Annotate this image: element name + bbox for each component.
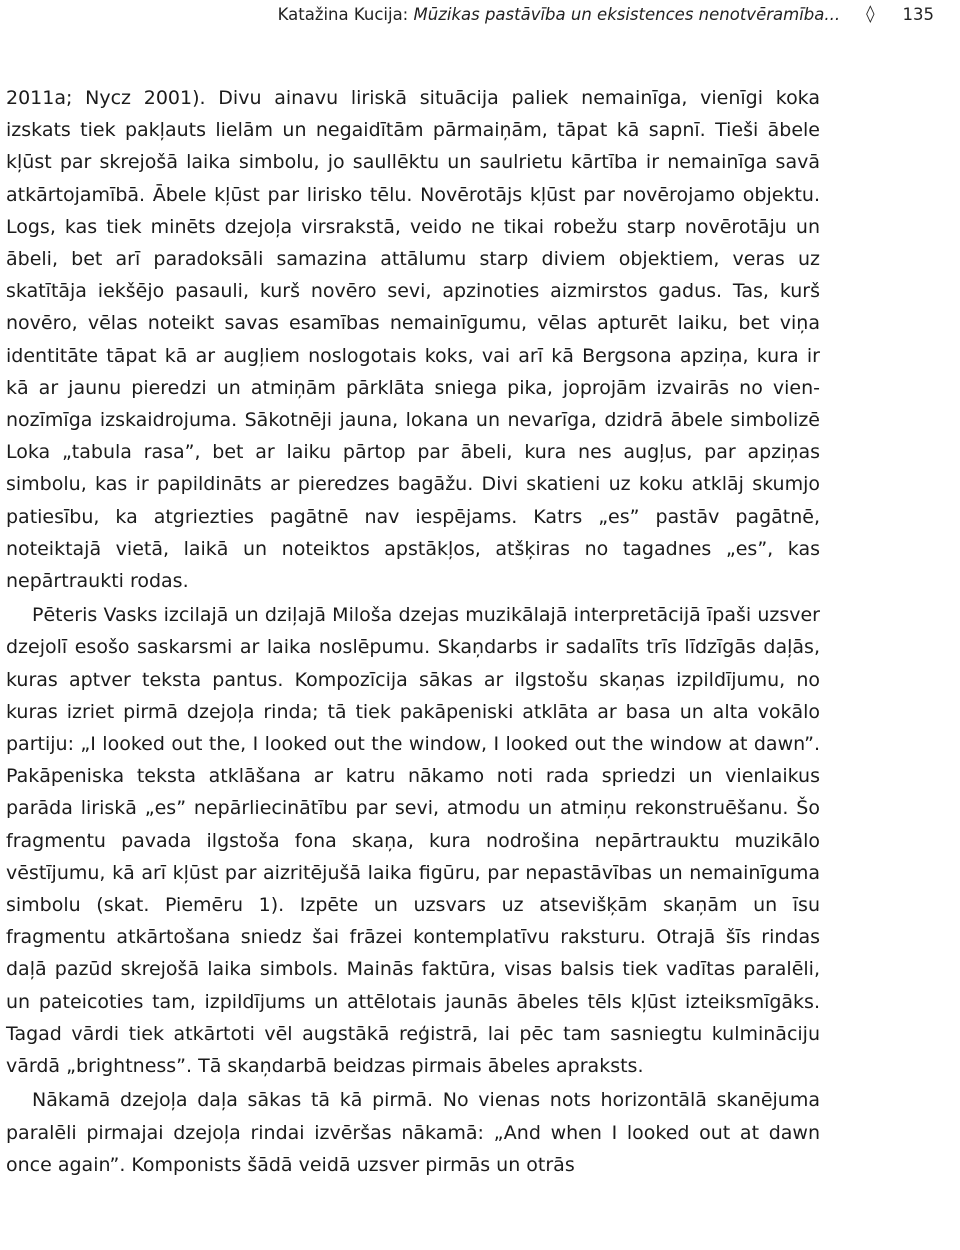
running-header xyxy=(0,2,934,26)
paragraph-3: Nākamā dzejoļa daļa sākas tā kā pirmā. No vienas nots horizontālā skanējuma paralēli pirmajai dzejoļa rindai izvēršas nākamā: „And when I looked out at dawn once again”. Komponists šādā veidā uzsver pirmās un otrās xyxy=(6,1089,820,1176)
diamond-outline-icon: ◊ xyxy=(866,4,875,24)
paragraph-2: Pēteris Vasks izcilajā un dziļajā Miloša dzejas muzikālajā interpretācijā īpaši uzsver dzejolī esošo saskarsmi ar laika noslēpumu. Skaņdarbs ir sadalīts trīs līdzīgās daļās, kuras aptver teksta pantus. Kompozīcija sākas ar ilgstošu skaņas izpildījumu, no kuras izriet pirmā dzejoļa rinda; tā tiek pakāpeniski atklāta ar basa un alta vokālo partiju: „I looked out the, I looked out the window, I looked out the window at dawn”. Pakāpeniska teksta atklāšana ar katru nākamo noti rada spriedzi un vienlaikus parāda liriskā „es” nepārliecinātību par sevi, atmodu un atmiņu rekonstruēšanu. Šo fragmentu pavada ilgstoša fona skaņa, kura nodrošina nepārtrauktu muzikālo vēstījumu, kā arī kļūst par aizritējušā laika figūru, par nepastāvības un nemainīguma simbolu (skat. Piemēru 1). Izpēte un uzsvars uz atsevišķām skaņām un īsu fragmentu atkārtošana sniedz šai frāzei kontemplatīvu raksturu. Otrajā šīs rindas daļā pazūd skrejošā laika simbols. Mainās faktūra, visas balsis tiek vadītas paralēli, un pateicoties tam, izpildījums un attēlotais jaunās ābeles tēls kļūst izteiksmīgāks. Tagad vārdi tiek atkārtoti vēl augstākā reģistrā, lai pēc tam sasniegtu kulmināciju vārdā „brightness”. Tā skaņdarbā beidzas pirmais ābeles apraksts. xyxy=(6,604,820,1078)
body-text xyxy=(6,82,820,1181)
page-number: 135 xyxy=(902,4,934,24)
header-title: Mūzikas pastāvība un eksistences nenotvēramība... xyxy=(413,4,841,24)
paragraph-1: 2011a; Nycz 2001). Divu ainavu liriskā situācija paliek nemainīga, vienīgi koka izskats tiek pakļauts lielām un negaidītām pārmaiņām, tāpat kā sapnī. Tieši ābele kļūst par skrejošā laika simbolu, jo saullēktu un saulrietu kārtība ir nemainīga savā atkārtojamībā. Ābele kļūst par lirisko tēlu. Novērotājs kļūst par novērojamo objektu. Logs, kas tiek minēts dzejoļa virsrakstā, veido ne tikai robežu starp novērotāju un ābeli, bet arī paradoksāli samazina attālumu starp diviem objektiem, veras uz skatītāja iekšējo pasauli, kurš novēro sevi, apzinoties aizmirstos gadus. Tas, kurš novēro, vēlas noteikt savas esamības nemainīgumu, vēlas apturēt laiku, bet viņa identitāte tāpat kā ar augļiem noslogotais koks, vai arī kā Bergsona apziņa, kura ir kā ar jaunu pieredzi un atmiņām pārklāta sniega pika, joprojām izvairās no viennozīmīga izskaidrojuma. Sākotnēji jauna, lokana un nevarīga, dzidrā ābele simbolizē Loka „tabula rasa”, bet ar laiku pārtop par ābeli, kura nes augļus, par apziņas simbolu, kas ir papildināts ar pieredzes bagāžu. Divi skatieni uz koku atklāj skumjo patiesību, ka atgriezties pagātnē nav iespējams. Katrs „es” pastāv pagātnē, noteiktajā vietā, laikā un noteiktos apstākļos, atšķiras no tagadnes „es”, kas nepārtraukti rodas. xyxy=(6,87,820,593)
header-citation xyxy=(278,5,841,24)
header-author: Katažina Kucija: xyxy=(277,4,409,24)
